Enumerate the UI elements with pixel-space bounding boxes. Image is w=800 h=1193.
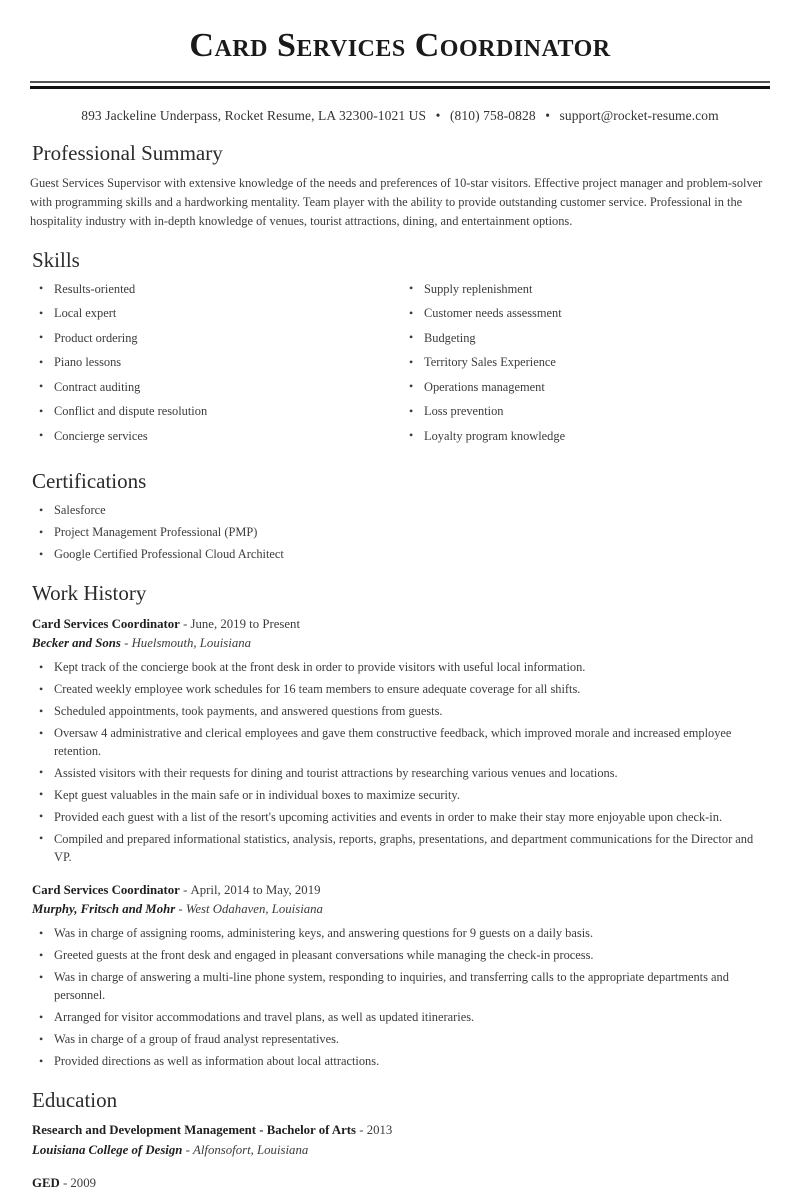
job-company-line bbox=[32, 634, 770, 653]
contact-address: 893 Jackeline Underpass, Rocket Resume, LA 32300-1021 US bbox=[81, 107, 427, 123]
education-degree-line bbox=[32, 1174, 770, 1193]
job-bullets-list bbox=[30, 925, 770, 1071]
education-degree: GED bbox=[32, 1175, 60, 1190]
contact-info bbox=[30, 108, 770, 124]
job-location: West Odahaven, Louisiana bbox=[185, 902, 323, 917]
list-item: • Created weekly employee work schedules for 16 team members to ensure adequate coverage for all shifts. bbox=[30, 681, 770, 699]
job-dash: - bbox=[183, 882, 188, 897]
contact-phone: (810) 758-0828 bbox=[449, 107, 536, 123]
job-dates: April, 2014 to May, 2019 bbox=[190, 882, 321, 897]
company-dash: - bbox=[178, 902, 183, 917]
job-location: Huelsmouth, Louisiana bbox=[131, 635, 252, 650]
job-company-line bbox=[32, 900, 770, 919]
work-history-entry bbox=[30, 615, 770, 867]
section-heading-education: Education bbox=[32, 1088, 118, 1113]
education-degree: Research and Development Management - Bachelor of Arts bbox=[32, 1123, 357, 1138]
list-item: • Provided directions as well as information about local attractions. bbox=[30, 1053, 770, 1071]
list-item: • Loyalty program knowledge bbox=[400, 428, 770, 446]
list-item: • Project Management Professional (PMP) bbox=[30, 524, 770, 542]
job-title: Card Services Coordinator bbox=[32, 882, 180, 897]
list-item: • Conflict and dispute resolution bbox=[30, 403, 400, 421]
education-dash: - bbox=[62, 1175, 68, 1190]
list-item: • Kept guest valuables in the main safe or in individual boxes to maximize security. bbox=[30, 787, 770, 805]
summary-text: Guest Services Supervisor with extensive knowledge of the needs and preferences of 10-star visitors. Effective project manager and problem-solver with programming skills and a hardworking mentality. Team player with the ability to provide outstanding customer service. Professional in the hospitality industry with in-depth knowledge of venues, tourist attractions, dining, and entertainment options. bbox=[30, 176, 763, 228]
education-entry bbox=[30, 1121, 770, 1159]
list-item: • Product ordering bbox=[30, 330, 400, 348]
education-school-line bbox=[32, 1141, 770, 1160]
list-item: • Provided each guest with a list of the resort's upcoming activities and events in order to make their stay more enjoyable upon check-in. bbox=[30, 809, 770, 827]
list-item: • Salesforce bbox=[30, 502, 770, 520]
education-year: 2013 bbox=[366, 1123, 393, 1138]
list-item: • Customer needs assessment bbox=[400, 305, 770, 323]
section-certifications bbox=[30, 468, 770, 564]
section-work-history bbox=[30, 580, 770, 1071]
education-location: Alfonsofort, Louisiana bbox=[193, 1142, 309, 1157]
list-item: • Google Certified Professional Cloud Architect bbox=[30, 546, 770, 564]
skills-grid bbox=[30, 281, 770, 452]
list-item: • Territory Sales Experience bbox=[400, 354, 770, 372]
work-history-entry bbox=[30, 881, 770, 1071]
section-professional-summary bbox=[30, 140, 770, 231]
education-year: 2009 bbox=[70, 1175, 96, 1190]
section-skills bbox=[30, 247, 770, 453]
list-item: • Operations management bbox=[400, 379, 770, 397]
skills-column-right bbox=[400, 281, 770, 452]
skills-column-left bbox=[30, 281, 400, 452]
education-degree-line bbox=[32, 1121, 770, 1140]
list-item: • Results-oriented bbox=[30, 281, 400, 299]
company-dash: - bbox=[124, 635, 129, 650]
list-item: • Was in charge of a group of fraud analyst representatives. bbox=[30, 1031, 770, 1049]
list-item: • Piano lessons bbox=[30, 354, 400, 372]
education-entry bbox=[30, 1174, 770, 1193]
education-dash: - bbox=[359, 1123, 364, 1138]
job-title-line bbox=[32, 615, 770, 634]
contact-separator-1: • bbox=[435, 107, 441, 123]
list-item: • Oversaw 4 administrative and clerical employees and gave them constructive feedback, which improved morale and increased employee retention. bbox=[30, 725, 770, 761]
list-item: • Loss prevention bbox=[400, 403, 770, 421]
list-item: • Concierge services bbox=[30, 428, 400, 446]
section-heading-summary: Professional Summary bbox=[32, 140, 223, 165]
list-item: • Arranged for visitor accommodations and travel plans, as well as updated itineraries. bbox=[30, 1009, 770, 1027]
list-item: • Scheduled appointments, took payments, and answered questions from guests. bbox=[30, 703, 770, 721]
section-heading-certifications: Certifications bbox=[32, 469, 147, 494]
section-heading-skills: Skills bbox=[32, 247, 80, 272]
list-item: • Budgeting bbox=[400, 330, 770, 348]
header-divider bbox=[30, 81, 770, 89]
list-item: • Supply replenishment bbox=[400, 281, 770, 299]
list-item: • Local expert bbox=[30, 305, 400, 323]
list-item: • Compiled and prepared informational statistics, analysis, reports, graphs, presentations, and department communications for the Director and VP. bbox=[30, 831, 770, 867]
divider-line-bottom bbox=[30, 86, 770, 89]
job-company: Murphy, Fritsch and Mohr bbox=[32, 902, 176, 917]
school-dash: - bbox=[185, 1142, 190, 1157]
list-item: • Contract auditing bbox=[30, 379, 400, 397]
job-company: Becker and Sons bbox=[32, 635, 121, 650]
job-dates: June, 2019 to Present bbox=[190, 616, 301, 631]
section-heading-work-history: Work History bbox=[32, 581, 147, 606]
contact-separator-2: • bbox=[545, 107, 551, 123]
list-item: • Greeted guests at the front desk and engaged in pleasant conversations while managing the check-in process. bbox=[30, 947, 770, 965]
job-bullets-list bbox=[30, 659, 770, 867]
job-title: Card Services Coordinator bbox=[32, 616, 180, 631]
contact-email: support@rocket-resume.com bbox=[559, 107, 719, 123]
skills-list-right bbox=[400, 281, 770, 446]
job-title-line bbox=[32, 881, 770, 900]
section-education bbox=[30, 1087, 770, 1193]
list-item: • Was in charge of answering a multi-line phone system, responding to inquiries, and transferring calls to the appropriate departments and personnel. bbox=[30, 969, 770, 1005]
skills-list-left bbox=[30, 281, 400, 446]
list-item: • Kept track of the concierge book at the front desk in order to provide visitors with useful local information. bbox=[30, 659, 770, 677]
list-item: • Assisted visitors with their requests for dining and tourist attractions by researching various venues and locations. bbox=[30, 765, 770, 783]
page-title: Card Services Coordinator bbox=[189, 27, 611, 64]
certifications-list bbox=[30, 502, 770, 564]
list-item: • Was in charge of assigning rooms, administering keys, and answering questions for 9 guests on a daily basis. bbox=[30, 925, 770, 943]
education-school: Louisiana College of Design bbox=[32, 1142, 183, 1157]
job-dash: - bbox=[183, 616, 188, 631]
